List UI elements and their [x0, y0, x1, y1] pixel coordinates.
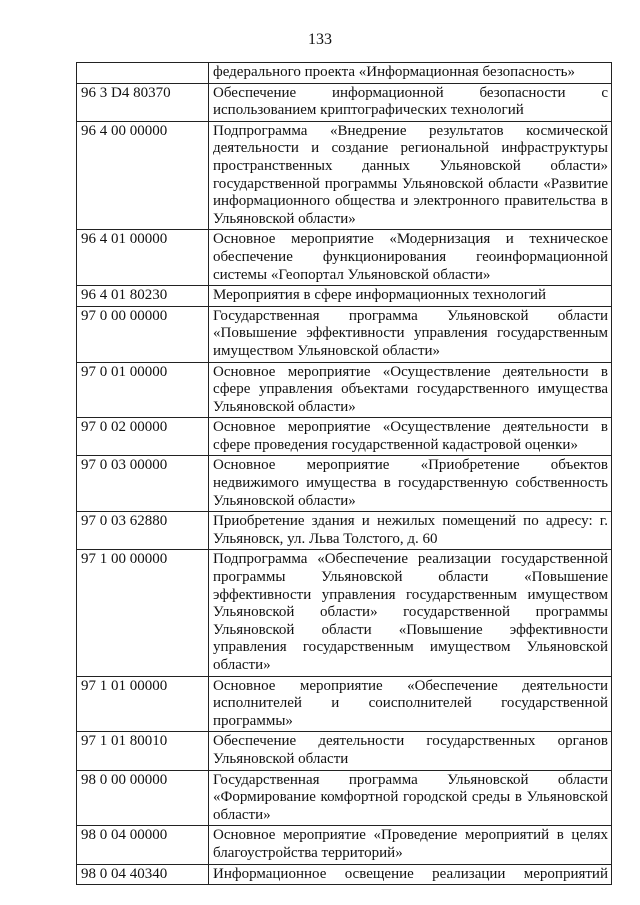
- row-code: 97 0 01 00000: [77, 362, 209, 418]
- table-row: [77, 230, 612, 286]
- row-code: 97 0 03 00000: [77, 456, 209, 512]
- row-description: Государственная программа Ульяновской области «Повышение эффективности управления государственным имуществом Ульяновской области»: [209, 306, 612, 362]
- row-description: Обеспечение деятельности государственных органов Ульяновской области: [209, 732, 612, 770]
- table-row: [77, 826, 612, 864]
- row-description: Основное мероприятие «Модернизация и техническое обеспечение функционирования геоинформационной системы «Геопортал Ульяновской области»: [209, 230, 612, 286]
- row-description: Информационное освещение реализации мероприятий: [209, 864, 612, 885]
- row-code: 96 4 01 00000: [77, 230, 209, 286]
- row-code: 97 0 03 62880: [77, 512, 209, 550]
- table-row: [77, 732, 612, 770]
- row-code: 97 1 01 80010: [77, 732, 209, 770]
- table-row: [77, 864, 612, 885]
- row-description: федерального проекта «Информационная безопасность»: [209, 63, 612, 84]
- table-row: [77, 418, 612, 456]
- page-number: 133: [308, 31, 332, 48]
- table-row: [77, 121, 612, 230]
- row-description: Основное мероприятие «Приобретение объектов недвижимого имущества в государственную собственность Ульяновской области»: [209, 456, 612, 512]
- budget-classification-table: [76, 62, 612, 885]
- row-code: 97 1 01 00000: [77, 676, 209, 732]
- table-row: [77, 456, 612, 512]
- row-code: 97 0 00 00000: [77, 306, 209, 362]
- row-code: 98 0 00 00000: [77, 770, 209, 826]
- row-code: 96 4 01 80230: [77, 286, 209, 307]
- row-description: Подпрограмма «Внедрение результатов космической деятельности и создание региональной инфраструктуры пространственных данных Ульяновской области» государственной программы Ульяновской области «Развитие информационного общества и электронного правительства в Ульяновской области»: [209, 121, 612, 230]
- table-row: [77, 362, 612, 418]
- row-code: 97 1 00 00000: [77, 550, 209, 676]
- table-row: [77, 63, 612, 84]
- row-description: Основное мероприятие «Проведение мероприятий в целях благоустройства территорий»: [209, 826, 612, 864]
- row-description: Основное мероприятие «Обеспечение деятельности исполнителей и соисполнителей государственной программы»: [209, 676, 612, 732]
- row-description: Государственная программа Ульяновской области «Формирование комфортной городской среды в Ульяновской области»: [209, 770, 612, 826]
- table-row: [77, 306, 612, 362]
- row-code: [77, 63, 209, 84]
- row-description: Обеспечение информационной безопасности с использованием криптографических технологий: [209, 83, 612, 121]
- row-code: 98 0 04 00000: [77, 826, 209, 864]
- row-code: 96 3 D4 80370: [77, 83, 209, 121]
- row-description: Основное мероприятие «Осуществление деятельности в сфере проведения государственной кадастровой оценки»: [209, 418, 612, 456]
- table-row: [77, 286, 612, 307]
- table-row: [77, 676, 612, 732]
- row-description: Основное мероприятие «Осуществление деятельности в сфере управления объектами государственного имущества Ульяновской области»: [209, 362, 612, 418]
- row-description: Мероприятия в сфере информационных технологий: [209, 286, 612, 307]
- table-row: [77, 83, 612, 121]
- row-description: Приобретение здания и нежилых помещений по адресу: г. Ульяновск, ул. Льва Толстого, д. 60: [209, 512, 612, 550]
- row-code: 96 4 00 00000: [77, 121, 209, 230]
- table-row: [77, 550, 612, 676]
- row-description: Подпрограмма «Обеспечение реализации государственной программы Ульяновской области «Повышение эффективности управления государственным имуществом Ульяновской области» государственной программы Ульяновской области «Повышение эффективности управления государственным имуществом Ульяновской области»: [209, 550, 612, 676]
- row-code: 98 0 04 40340: [77, 864, 209, 885]
- row-code: 97 0 02 00000: [77, 418, 209, 456]
- table-row: [77, 512, 612, 550]
- table-row: [77, 770, 612, 826]
